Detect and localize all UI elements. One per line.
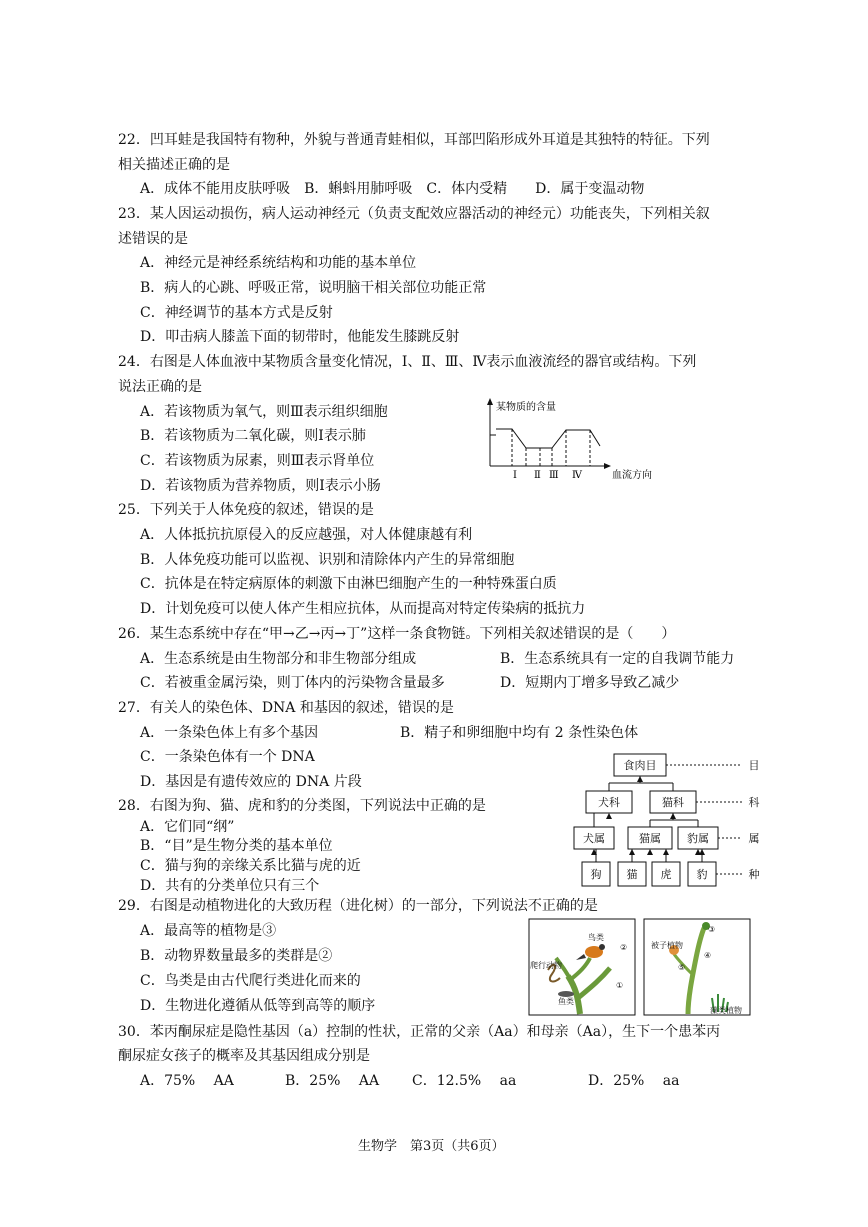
q24-option-d: D．若该物质为营养物质，则Ⅰ表示小肠	[140, 478, 381, 494]
q23-option-b: B．病人的心跳、呼吸正常，说明脑干相关部位功能正常	[140, 280, 487, 296]
rank-label-order: 目	[748, 759, 760, 772]
q24-tick-2: Ⅱ	[534, 470, 541, 481]
q27-option-d: D．基因是有遗传效应的 DNA 片段	[140, 774, 362, 790]
q23-option-d: D．叩击病人膝盖下面的韧带时，他能发生膝跳反射	[140, 329, 460, 345]
fig-label-alga: 藻类植物	[710, 1006, 742, 1015]
q23-option-c: C．神经调节的基本方式是反射	[140, 305, 333, 321]
q24-graph-xlabel: 血流方向	[612, 470, 652, 481]
tree-species-dog: 狗	[590, 868, 602, 881]
q30-stem-line2: 酮尿症女孩子的概率及其基因组成分别是	[118, 1048, 370, 1064]
fig-num-2: ①	[616, 981, 624, 990]
rank-label-family: 科	[748, 796, 760, 809]
q28-option-c: C．猫与狗的亲缘关系比猫与虎的近	[140, 858, 361, 874]
q29-stem: 29．右图是动植物进化的大致历程（进化树）的一部分，下列说法不正确的是	[118, 898, 598, 914]
q30-option-a: A．75% AA	[140, 1073, 234, 1089]
q27-option-b: B．精子和卵细胞中均有 2 条性染色体	[400, 725, 639, 741]
q24-option-c: C．若该物质为尿素，则Ⅲ表示肾单位	[140, 453, 375, 469]
q26-option-d: D．短期内丁增多导致乙减少	[500, 675, 680, 691]
q25-stem: 25．下列关于人体免疫的叙述，错误的是	[118, 502, 374, 518]
q23-stem-line2: 述错误的是	[118, 231, 188, 247]
q24-option-b: B．若该物质为二氧化碳，则Ⅰ表示肺	[140, 428, 366, 444]
fig-label-bird: 鸟类	[588, 933, 604, 942]
tree-genus-felis: 猫属	[639, 832, 661, 845]
rank-label-species: 种	[748, 868, 760, 881]
q27-stem: 27．有关人的染色体、DNA 和基因的叙述，错误的是	[118, 700, 454, 716]
q29-evolution-tree-figure	[528, 918, 768, 1018]
fig-label-fish: 鱼类	[558, 997, 574, 1006]
q24-stem-line1: 24．右图是人体血液中某物质含量变化情况，Ⅰ、Ⅱ、Ⅲ、Ⅳ表示血液流经的器官或结构。下列	[118, 354, 697, 370]
q25-option-a: A．人体抵抗抗原侵入的反应越强，对人体健康越有利	[140, 527, 473, 543]
tree-order-label: 食肉目	[623, 759, 657, 772]
tree-genus-canis: 犬属	[583, 832, 605, 845]
q28-classification-tree	[570, 752, 766, 890]
q24-tick-3: Ⅲ	[549, 470, 559, 481]
tree-family-cat: 猫科	[662, 796, 684, 809]
q23-option-a: A．神经元是神经系统结构和功能的基本单位	[140, 255, 417, 271]
tree-family-dog: 犬科	[598, 796, 620, 809]
q24-graph-ylabel: 某物质的含量	[496, 402, 556, 413]
q24-tick-1: Ⅰ	[513, 470, 517, 481]
q26-option-c: C．若被重金属污染，则丁体内的污染物含量最多	[140, 675, 445, 691]
page-footer: 生物学 第3页（共6页）	[358, 1139, 505, 1154]
q24-blood-graph	[478, 396, 668, 482]
tree-genus-panthera: 豹属	[687, 832, 709, 845]
q26-option-b: B．生态系统具有一定的自我调节能力	[500, 651, 735, 667]
q22-stem-line2: 相关描述正确的是	[118, 157, 230, 173]
fig-label-seed-plant: 被子植物	[651, 941, 683, 950]
q29-option-d: D．生物进化遵循从低等到高等的顺序	[140, 998, 376, 1014]
fig-num-3: ③	[708, 925, 716, 934]
q28-stem: 28．右图为狗、猫、虎和豹的分类图，下列说法中正确的是	[118, 798, 486, 814]
tree-species-tiger: 虎	[660, 868, 672, 881]
q25-option-d: D．计划免疫可以使人体产生相应抗体，从而提高对特定传染病的抵抗力	[140, 601, 586, 617]
q30-option-d: D．25% aa	[588, 1073, 680, 1089]
fig-num-4: ④	[704, 951, 712, 960]
q26-option-a: A．生态系统是由生物部分和非生物部分组成	[140, 651, 417, 667]
q25-option-b: B．人体免疫功能可以监视、识别和清除体内产生的异常细胞	[140, 552, 515, 568]
fig-num-1: ②	[620, 943, 628, 952]
q28-option-d: D．共有的分类单位只有三个	[140, 878, 320, 894]
q29-option-a: A．最高等的植物是③	[140, 923, 277, 939]
rank-label-genus: 属	[748, 832, 760, 845]
q28-option-b: B．“目”是生物分类的基本单位	[140, 838, 333, 854]
q27-option-c: C．一条染色体有一个 DNA	[140, 749, 315, 765]
q30-option-c: C．12.5% aa	[412, 1073, 517, 1089]
q25-option-c: C．抗体是在特定病原体的刺激下由淋巴细胞产生的一种特殊蛋白质	[140, 576, 557, 592]
q29-option-b: B．动物界数量最多的类群是②	[140, 948, 333, 964]
q22-stem-line1: 22．凹耳蛙是我国特有物种，外貌与普通青蛙相似，耳部凹陷形成外耳道是其独特的特征。下列	[118, 132, 710, 148]
q22-options: A．成体不能用皮肤呼吸 B．蝌蚪用肺呼吸 C．体内受精 D．属于变温动物	[140, 181, 645, 197]
fig-num-5: ⑤	[678, 963, 686, 972]
q29-option-c: C．鸟类是由古代爬行类进化而来的	[140, 973, 361, 989]
q30-stem-line1: 30．苯丙酮尿症是隐性基因（a）控制的性状，正常的父亲（Aa）和母亲（Aa），生下一个患苯丙	[118, 1024, 721, 1040]
q24-option-a: A．若该物质为氧气，则Ⅲ表示组织细胞	[140, 404, 388, 420]
q23-stem-line1: 23．某人因运动损伤，病人运动神经元（负责支配效应器活动的神经元）功能丧失，下列相关叙	[118, 206, 710, 222]
q24-stem-line2: 说法正确的是	[118, 379, 202, 395]
q24-tick-4: Ⅳ	[572, 470, 582, 481]
q28-option-a: A．它们同“纲”	[140, 819, 235, 835]
q27-option-a: A．一条染色体上有多个基因	[140, 725, 319, 741]
q26-stem: 26．某生态系统中存在“甲→乙→丙→丁”这样一条食物链。下列相关叙述错误的是（ ）	[118, 626, 676, 642]
q30-option-b: B．25% AA	[285, 1073, 380, 1089]
fig-label-reptile: 爬行动物	[530, 961, 562, 970]
tree-species-cat: 猫	[626, 868, 638, 881]
tree-species-leopard: 豹	[696, 868, 708, 881]
